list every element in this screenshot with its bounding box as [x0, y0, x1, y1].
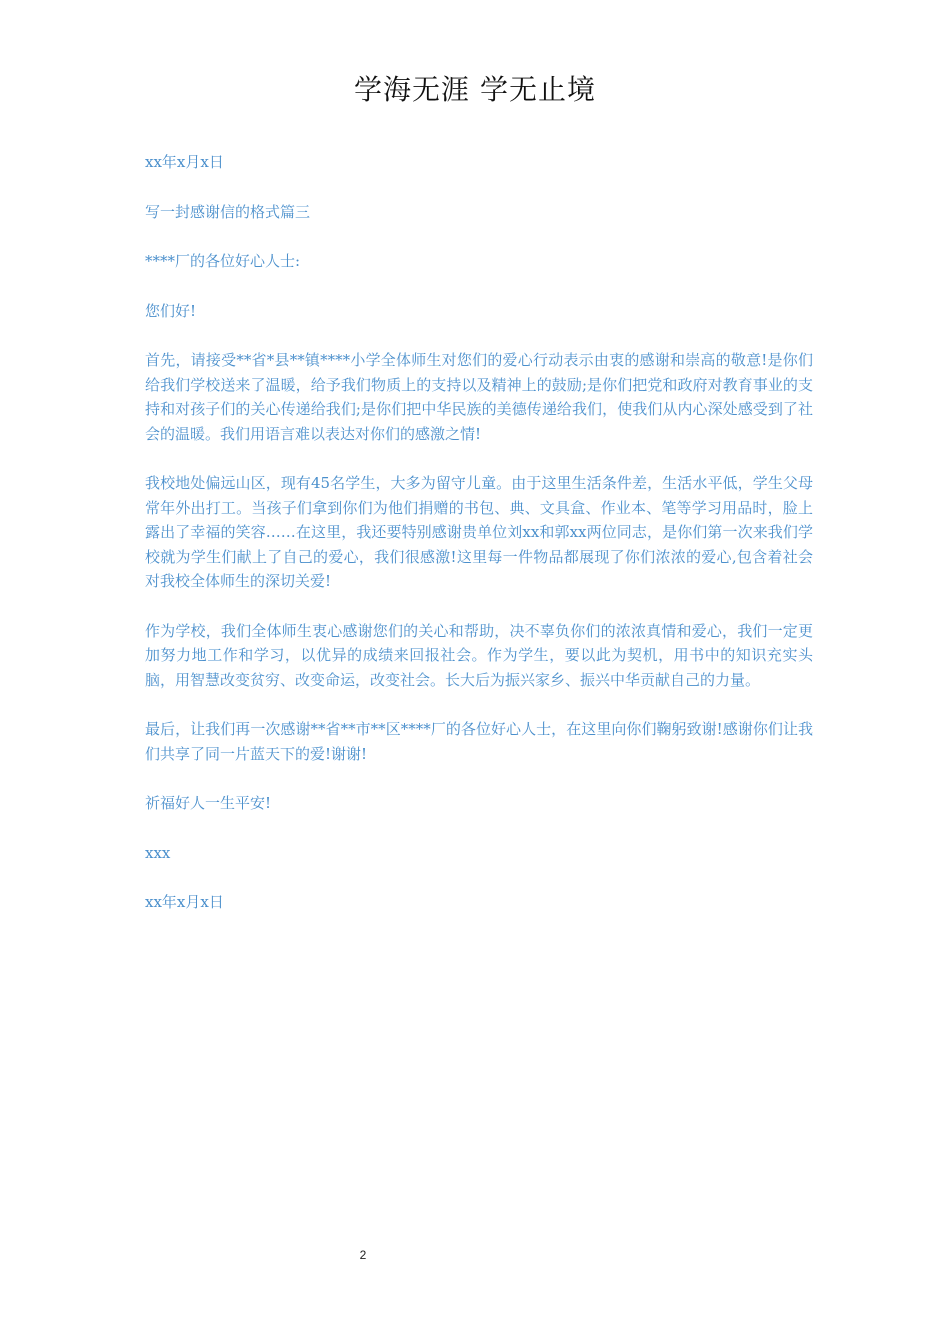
page-number: 2 [359, 1248, 367, 1262]
greeting: 您们好! [145, 301, 197, 320]
letter-body [145, 150, 813, 940]
signature: xxx [145, 843, 171, 862]
date-line-bottom: xx年x月x日 [145, 893, 224, 911]
section-title: 写一封感谢信的格式篇三 [145, 202, 311, 221]
paragraph-gratitude: 首先，请接受**省*县**镇****小学全体师生对您们的爱心行动表示由衷的感谢和崇高的敬意!是你们给我们学校送来了温暖，给予我们物质上的支持以及精神上的鼓励;是你们把党和政府对教育事业的支持和对孩子们的关心传递给我们;是你们把中华民族的美德传递给我们，使我们从内心深处感受到了社会的温暖。我们用语言难以表达对你们的感激之情! [145, 351, 813, 443]
paragraph-closing-thanks: 最后，让我们再一次感谢**省**市**区****厂的各位好心人士，在这里向你们鞠躬致谢!感谢你们让我们共享了同一片蓝天下的爱!谢谢! [145, 720, 813, 763]
salutation: ****厂的各位好心人士: [145, 252, 301, 270]
paragraph-commitment: 作为学校，我们全体师生衷心感谢您们的关心和帮助，决不辜负你们的浓浓真情和爱心，我们一定更加努力地工作和学习，以优异的成绩来回报社会。作为学生，要以此为契机，用书中的知识充实头脑，用智慧改变贫穷、改变命运，改变社会。长大后为振兴家乡、振兴中华贡献自己的力量。 [145, 621, 813, 689]
paragraph-school-situation: 我校地处偏远山区，现有45名学生，大多为留守儿童。由于这里生活条件差，生活水平低，学生父母常年外出打工。当孩子们拿到你们为他们捐赠的书包、典、文具盒、作业本、笔等学习用品时，脸上露出了幸福的笑容……在这里，我还要特别感谢贵单位刘xx和郭xx两位同志，是你们第一次来我们学校就为学生们献上了自己的爱心，我们很感激!这里每一件物品都展现了你们浓浓的爱心,包含着社会对我校全体师生的深切关爱! [145, 474, 813, 590]
date-line-top: xx年x月x日 [145, 153, 224, 171]
page-header-title: 学海无涯 学无止境 [354, 73, 596, 106]
blessing-line: 祈福好人一生平安! [145, 794, 272, 812]
